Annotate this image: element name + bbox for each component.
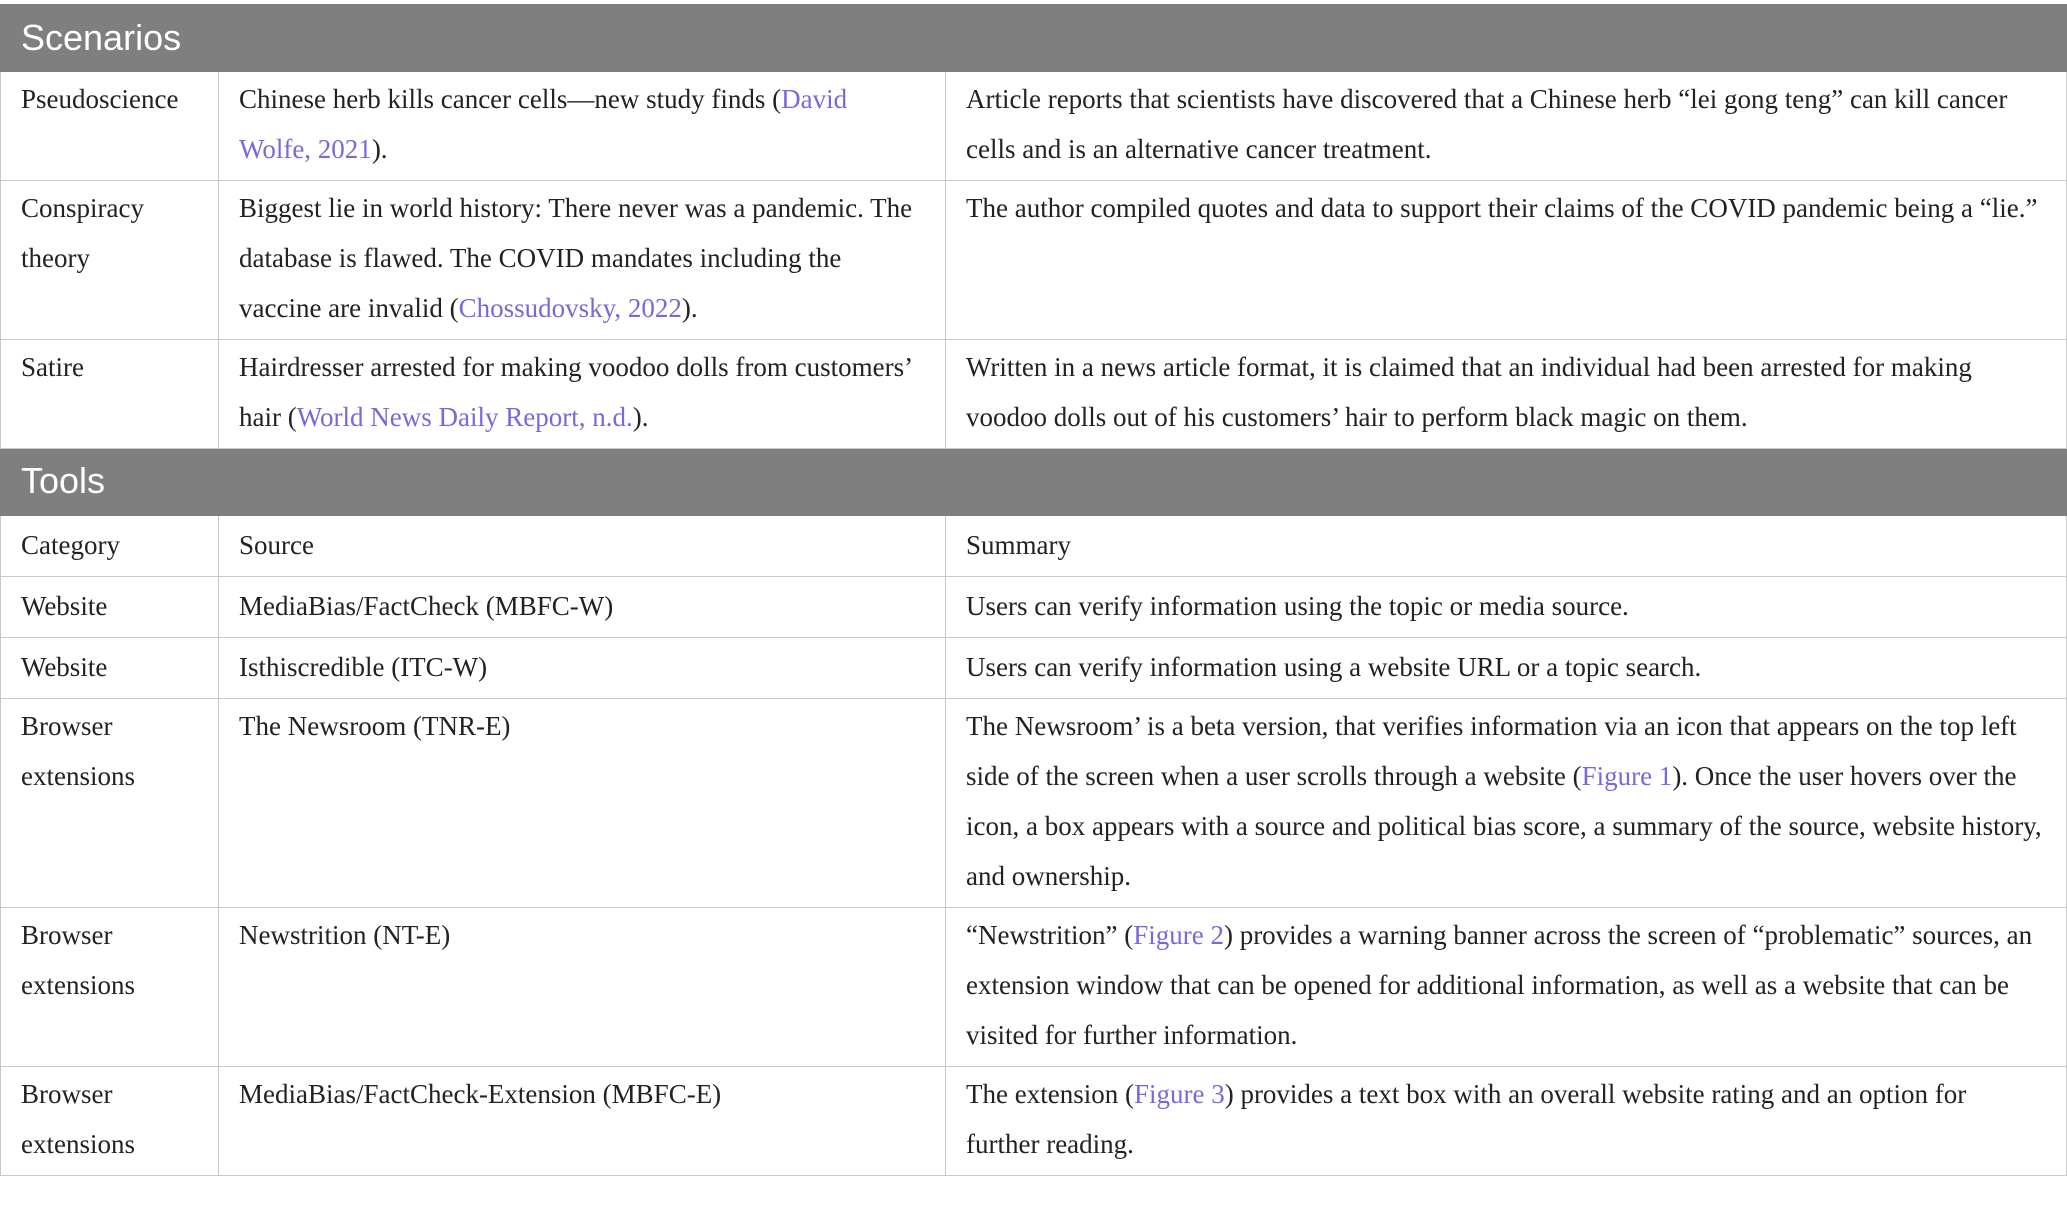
tool-source: Isthiscredible (ITC-W) (219, 638, 946, 699)
scenario-summary: The author compiled quotes and data to support their claims of the COVID pandemic being a “lie.” (946, 181, 2067, 340)
scenario-source-text: Hairdresser arrested for making voodoo dolls from customers’ hair ( (239, 352, 912, 432)
scenario-source-reference-link[interactable]: World News Daily Report, n.d. (296, 402, 633, 432)
tool-category: Website (1, 638, 219, 699)
figure-2-link[interactable]: Figure 2 (1133, 920, 1224, 950)
scenario-source-text: Chinese herb kills cancer cells—new study finds ( (239, 84, 782, 114)
scenario-source (219, 181, 946, 340)
tool-summary-text-continued: ). Once the user hovers over the icon, a box appears with a source and political bias score, a summary of the source, website history, and ownership. (966, 761, 2042, 891)
scenario-summary: Written in a news article format, it is claimed that an individual had been arrested for making voodoo dolls out of his customers’ hair to perform black magic on them. (946, 340, 2067, 449)
tool-summary (946, 699, 2067, 908)
tool-source: The Newsroom (TNR-E) (219, 699, 946, 908)
table-row (1, 181, 2067, 340)
table-row (1, 1067, 2067, 1176)
tool-summary (946, 908, 2067, 1067)
tools-column-header-row (1, 516, 2067, 577)
table-row (1, 699, 2067, 908)
tools-section-title: Tools (1, 449, 2067, 516)
scenarios-tools-table (0, 4, 2067, 1176)
tool-summary-text-continued: ) provides a text box with an overall website rating and an option for further reading. (966, 1079, 1967, 1159)
column-header-category: Category (1, 516, 219, 577)
column-header-source: Source (219, 516, 946, 577)
scenario-source-tail: ). (681, 293, 698, 323)
scenario-source (219, 72, 946, 181)
table-container (0, 4, 2066, 1176)
tool-summary-text-continued: ) provides a warning banner across the screen of “problematic” sources, an extension window that can be opened for additional information, as well as a website that can be visited for further information. (966, 920, 2033, 1050)
scenario-source-tail: ). (632, 402, 649, 432)
table-row (1, 72, 2067, 181)
scenario-summary: Article reports that scientists have discovered that a Chinese herb “lei gong teng” can kill cancer cells and is an alternative cancer treatment. (946, 72, 2067, 181)
tool-summary (946, 577, 2067, 638)
column-header-summary: Summary (946, 516, 2067, 577)
tool-summary-text: Users can verify information using a website URL or a topic search. (966, 652, 1702, 682)
table-row (1, 340, 2067, 449)
tool-category: Browser extensions (1, 1067, 219, 1176)
tool-category: Website (1, 577, 219, 638)
tool-source: MediaBias/FactCheck (MBFC-W) (219, 577, 946, 638)
scenario-source-tail: ). (371, 134, 388, 164)
tool-summary (946, 638, 2067, 699)
tool-summary-text: Users can verify information using the topic or media source. (966, 591, 1629, 621)
scenarios-section-header (1, 5, 2067, 72)
scenario-source-reference-link[interactable]: Chossudovsky, 2022 (458, 293, 682, 323)
tool-source: Newstrition (NT-E) (219, 908, 946, 1067)
scenario-source-reference-link[interactable]: David Wolfe, 2021 (239, 84, 848, 164)
table-row (1, 577, 2067, 638)
tool-category: Browser extensions (1, 699, 219, 908)
tool-summary-text: The extension ( (966, 1079, 1134, 1109)
figure-3-link[interactable]: Figure 3 (1133, 1079, 1225, 1109)
tool-summary-text: The Newsroom’ is a beta version, that verifies information via an icon that appears on the top left side of the screen when a user scrolls through a website ( (966, 711, 2017, 791)
scenario-source-text: Biggest lie in world history: There never was a pandemic. The database is flawed. The COVID mandates including the vaccine are invalid ( (239, 193, 913, 323)
tool-source: MediaBias/FactCheck-Extension (MBFC-E) (219, 1067, 946, 1176)
scenario-source (219, 340, 946, 449)
tool-summary (946, 1067, 2067, 1176)
tool-summary-text: “Newstrition” ( (966, 920, 1134, 950)
scenarios-section-title: Scenarios (1, 5, 2067, 72)
scenario-category: Pseudoscience (1, 72, 219, 181)
scenario-category: Conspiracy theory (1, 181, 219, 340)
table-row (1, 638, 2067, 699)
figure-1-link[interactable]: Figure 1 (1581, 761, 1673, 791)
scenario-category: Satire (1, 340, 219, 449)
tool-category: Browser extensions (1, 908, 219, 1067)
tools-section-header (1, 449, 2067, 516)
table-row (1, 908, 2067, 1067)
